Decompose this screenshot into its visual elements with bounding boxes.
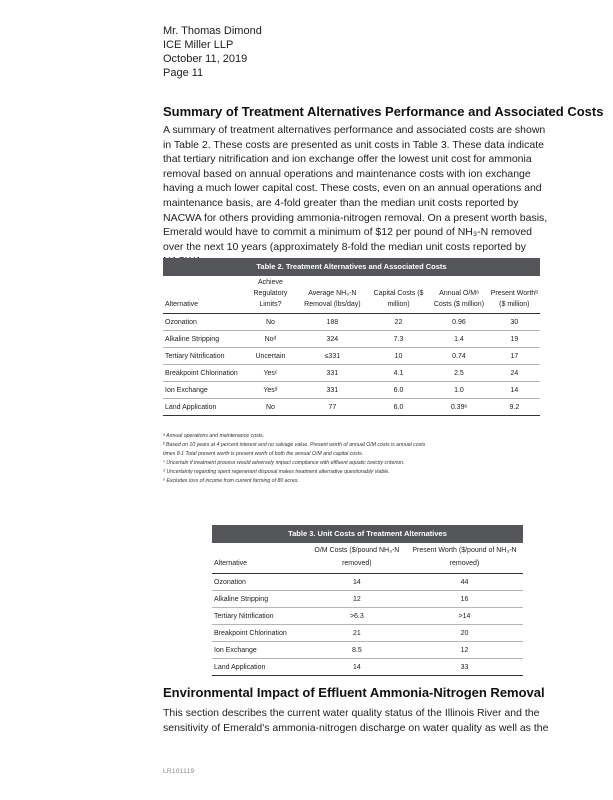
table-cell: 4.1 [368,365,429,382]
table-cell: 33 [406,659,523,676]
table-2 [163,258,540,416]
table-cell: No [244,399,297,416]
column-header: Alternative [163,276,244,314]
column-header: Achieve Regulatory Limits? [244,276,297,314]
letter-header [163,24,262,80]
recipient-name: Mr. Thomas Dimond [163,25,262,37]
table-cell: Tertiary Nitrification [163,348,244,365]
footnote: ᵇ Based on 10 years at 4 percent interest and no salvage value. Present worth of annual O/M costs is annual costs [163,442,426,448]
table-cell: 44 [406,574,523,591]
table-cell: 19 [489,331,540,348]
table-cell: 1.0 [429,382,488,399]
footnote: ᵃ Annual operations and maintenance costs. [163,433,265,439]
table-cell: 21 [308,625,406,642]
table-cell: 20 [406,625,523,642]
table-cell: Land Application [212,659,308,676]
table-cell: 14 [489,382,540,399]
table-row [212,625,523,642]
recipient-company: ICE Miller LLP [163,39,234,51]
footnote: times 8.1 Total present worth is present worth of both the annual O/M and capital costs. [163,451,364,457]
table-cell: 6.0 [368,399,429,416]
column-header: O/M Costs ($/pound NH₃-N removed) [308,543,406,574]
letter-date: October 11, 2019 [163,53,248,65]
table-cell: 0.96 [429,314,488,331]
footnote: ᵈ Uncertainty regarding spent regenerant disposal makes treatment alternative questionably viable. [163,469,390,475]
table-cell: 6.0 [368,382,429,399]
table-cell: 1.4 [429,331,488,348]
environmental-paragraph: This section describes the current water quality status of the Illinois River and the sensitivity of Emerald's ammonia-nitrogen discharge on water quality as well as the [163,707,549,734]
column-header: Alternative [212,543,308,574]
summary-paragraph: A summary of treatment alternatives performance and associated costs are shown in Table 2. These costs are presented as unit costs in Table 3. These data indicate that tertiary nitrification and ion exchange offer the lowest unit cost for ammonia removal based on annual operations and maintenance costs with ion exchange having a much lower capital cost. These costs, even on an annual operations and maintenance basis, are 4-fold greater than the median unit costs reported by NACWA for others providing ammonia-nitrogen removal. On a present worth basis, Emerald would have to commit a minimum of $12 per pound of NH₃-N removed over the next 10 years (approximately 8-fold the median unit costs reported by [163,124,548,253]
table-cell: Alkaline Stripping [212,591,308,608]
table-2-title: Table 2. Treatment Alternatives and Associated Costs [163,258,540,276]
table-cell: Land Application [163,399,244,416]
table-header-row [212,543,523,574]
table-row [163,365,540,382]
table-row [163,314,540,331]
table-cell: Yesᶜ [244,365,297,382]
table-cell: 331 [297,365,368,382]
table-row [212,574,523,591]
section-title-summary: Summary of Treatment Alternatives Performance and Associated Costs [163,104,604,119]
table-cell: 22 [368,314,429,331]
table-cell: 2.5 [429,365,488,382]
table-3-title: Table 3. Unit Costs of Treatment Alternatives [212,525,523,543]
table-cell: Uncertain [244,348,297,365]
table-cell: 30 [489,314,540,331]
table-cell: Breakpoint Chlorination [163,365,244,382]
table-header-row [163,276,540,314]
column-header: Present Worth ($/pound of NH₃-N removed) [406,543,523,574]
table-row [212,591,523,608]
footnote: ᶜ Uncertain if treatment process would adversely impact compliance with effluent aquatic toxicity criterion. [163,460,405,466]
column-header: Capital Costs ($ million) [368,276,429,314]
table-cell: 14 [308,574,406,591]
table-cell: >14 [406,608,523,625]
table-cell: 0.74 [429,348,488,365]
table-row [163,399,540,416]
table-2-footnotes [163,432,543,486]
table-cell: No [244,314,297,331]
table-cell: ≤331 [297,348,368,365]
column-header: Present Worthᵇ ($ million) [489,276,540,314]
page-number: Page 11 [163,67,204,79]
bates-number: LR101119 [163,768,195,775]
table-cell: 324 [297,331,368,348]
table-cell: Ion Exchange [212,642,308,659]
column-header: Annual O/Mᵃ Costs ($ million) [429,276,488,314]
section-title-environmental-impact: Environmental Impact of Effluent Ammonia-Nitrogen Removal [163,685,545,700]
table-cell: >6.3 [308,608,406,625]
table-cell: Ozonation [212,574,308,591]
table-row [212,659,523,676]
footnote: ᵉ Excludes loss of income from current farming of 80 acres. [163,478,299,484]
table-row [163,382,540,399]
table-row [163,348,540,365]
table-row [163,331,540,348]
table-cell: 9.2 [489,399,540,416]
table-3 [212,525,523,676]
table-cell: 77 [297,399,368,416]
table-row [212,642,523,659]
table-cell: Alkaline Stripping [163,331,244,348]
table-cell: 16 [406,591,523,608]
table-cell: 12 [406,642,523,659]
table-cell: Ion Exchange [163,382,244,399]
table-cell: Tertiary Nitrification [212,608,308,625]
table-cell: Breakpoint Chlorination [212,625,308,642]
table-cell: 14 [308,659,406,676]
table-cell: 17 [489,348,540,365]
table-cell: 0.39ᵉ [429,399,488,416]
table-row [212,608,523,625]
table-cell: 12 [308,591,406,608]
table-cell: Yesᵈ [244,382,297,399]
table-cell: Ozonation [163,314,244,331]
table-cell: Noᵈ [244,331,297,348]
table-cell: 331 [297,382,368,399]
table-cell: 8.5 [308,642,406,659]
table-cell: 24 [489,365,540,382]
column-header: Average NH₃-N Removal (lbs/day) [297,276,368,314]
table-cell: 188 [297,314,368,331]
table-cell: 10 [368,348,429,365]
table-cell: 7.3 [368,331,429,348]
